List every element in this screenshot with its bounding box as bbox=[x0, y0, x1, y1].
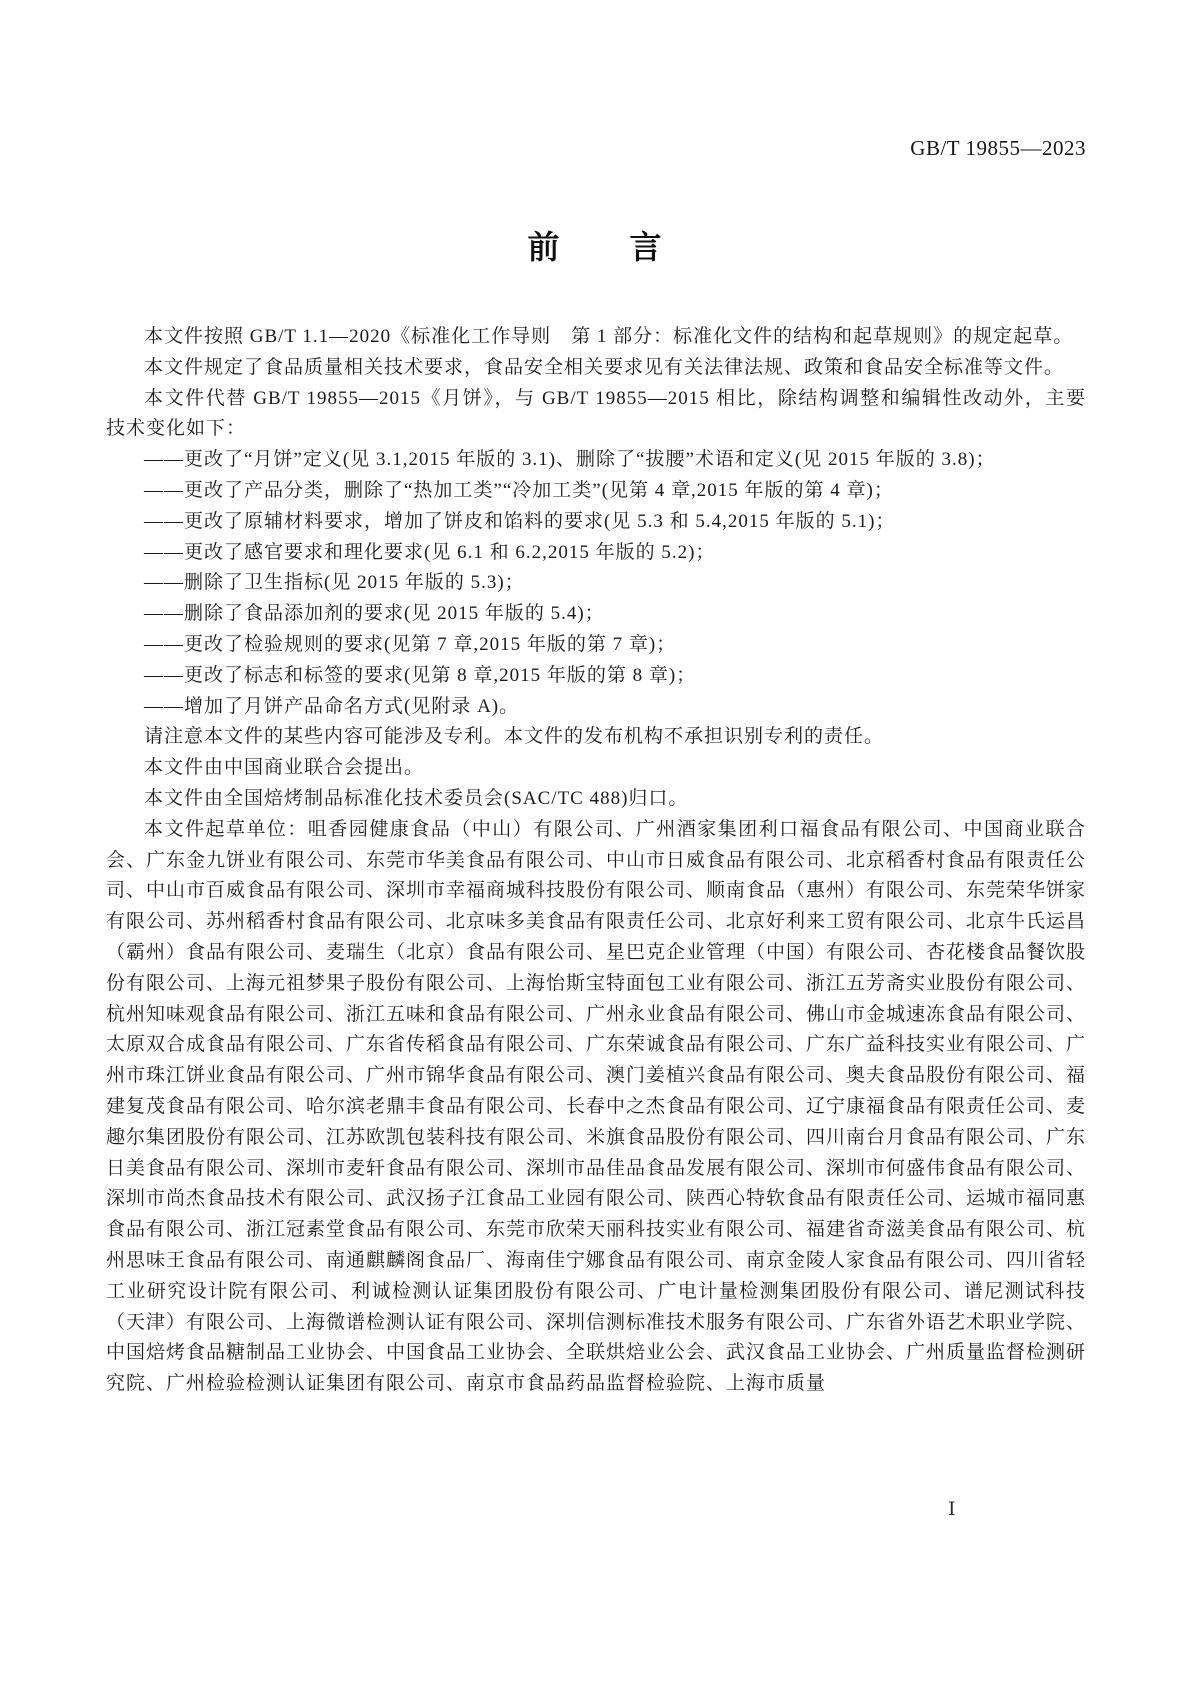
paragraph-proposer: 本文件由中国商业联合会提出。 bbox=[144, 757, 425, 779]
paragraph-replacement-note: 本文件代替 GB/T 19855—2015《月饼》，与 GB/T 19855—2015 相比，除结构调整和编辑性改动外，主要技术变化如下： bbox=[106, 387, 1086, 440]
paragraph-drafting-organizations: 本文件起草单位：咀香园健康食品（中山）有限公司、广州酒家集团利口福食品有限公司、中国商业联合会、广东金九饼业有限公司、东莞市华美食品有限公司、中山市日威食品有限公司、北京稻香村食品有限责任公司、中山市百威食品有限公司、深圳市幸福商城科技股份有限公司、顺南食品（惠州）有限公司、东莞荣华饼家有限公司、苏州稻香村食品有限公司、北京味多美食品有限责任公司、北京好利来工贸有限公司、北京牛氏运昌（霸州）食品有限公司、麦瑞生（北京）食品有限公司、星巴克企业管理（中国）有限公司、杏花楼食品餐饮股份有限公司、上海元祖梦果子股份有限公司、上海怡斯宝特面包工业有限公司、浙江五芳斋实业股份有限公司、杭州知味观食品有限公司、浙江五味和食品有限公司、广州永业食品有限公司、佛山市金城速冻食品有限公司、太原双合成食品有限公司、广东省传稻食品有限公司、广东荣诚食品有限公司、广东广益科技实业有限公司、广州市珠江饼业食品有限公司、广州市锦华食品有限公司、澳门姜植兴食品有限公司、奥夫食品股份有限公司、福建复茂食品有限公司、哈尔滨老鼎丰食品有限公司、长春中之杰食品有限公司、辽宁康福食品有限责任公司、麦趣尔集团股份有限公司、江苏欧凯包装科技有限公司、米旗食品股份有限公司、四川南台月食品有限公司、广东日美食品有限公司、深圳市麦轩食品有限公司、深圳市品佳品食品发展有限公司、深圳市何盛伟食品有限公司、深圳市尚杰食品技术有限公司、武汉扬子江食品工业园有限公司、陕西心特软食品有限责任公司、运城市福同惠食品有限公司、浙江冠素堂食品有限公司、东莞市欣荣天丽科技实业有限公司、福建省奇滋美食品有限公司、杭州思味王食品有限公司、南通麒麟阁食品厂、海南佳宁娜食品有限公司、南京金陵人家食品有限公司、四川省轻工业研究设计院有限公司、利诚检测认证集团股份有限公司、广电计量检测集团股份有限公司、谱尼测试科技（天津）有限公司、上海微谱检测认证有限公司、深圳信测标准技术服务有限公司、广东省外语艺术职业学院、中国焙烤食品糖制品工业协会、中国食品工业协会、全联烘焙业公会、武汉食品工业协会、广州质量监督检测研究院、广州检验检测认证集团有限公司、南京市食品药品监督检验院、上海市质量 bbox=[106, 818, 1087, 1395]
change-item: ——更改了标志和标签的要求(见第 8 章,2015 年版的第 8 章)； bbox=[144, 664, 697, 686]
paragraph-drafting-basis: 本文件按照 GB/T 1.1—2020《标准化工作导则 第 1 部分：标准化文件的结构和起草规则》的规定起草。 bbox=[144, 326, 1074, 347]
change-item: ——更改了感官要求和理化要求(见 6.1 和 6.2,2015 年版的 5.2)； bbox=[144, 541, 716, 563]
change-item: ——更改了原辅材料要求，增加了饼皮和馅料的要求(见 5.3 和 5.4,2015 年版的 5.1)； bbox=[144, 510, 896, 532]
page-number: Ⅰ bbox=[948, 1499, 956, 1520]
change-item: ——更改了检验规则的要求(见第 7 章,2015 年版的第 7 章)； bbox=[144, 633, 677, 655]
paragraph-committee: 本文件由全国焙烤制品标准化技术委员会(SAC/TC 488)归口。 bbox=[144, 787, 689, 809]
change-item: ——更改了产品分类，删除了“热加工类”“冷加工类”(见第 4 章,2015 年版的第 4 章)； bbox=[144, 479, 894, 501]
paragraph-scope-note: 本文件规定了食品质量相关技术要求，食品安全相关要求见有关法律法规、政策和食品安全标准等文件。 bbox=[144, 356, 1065, 378]
change-item: ——删除了食品添加剂的要求(见 2015 年版的 5.4)； bbox=[144, 603, 605, 625]
change-item: ——增加了月饼产品命名方式(见附录 A)。 bbox=[144, 695, 520, 717]
change-item: ——删除了卫生指标(见 2015 年版的 5.3)； bbox=[144, 572, 525, 594]
change-item: ——更改了“月饼”定义(见 3.1,2015 年版的 3.1)、删除了“拔腰”术语和定义(见 2015 年版的 3.8)； bbox=[144, 449, 996, 471]
paragraph-patent-note: 请注意本文件的某些内容可能涉及专利。本文件的发布机构不承担识别专利的责任。 bbox=[144, 726, 885, 748]
foreword-title: 前 言 bbox=[527, 229, 664, 265]
standard-code: GB/T 19855—2023 bbox=[910, 136, 1086, 160]
foreword-body bbox=[106, 322, 1086, 1400]
